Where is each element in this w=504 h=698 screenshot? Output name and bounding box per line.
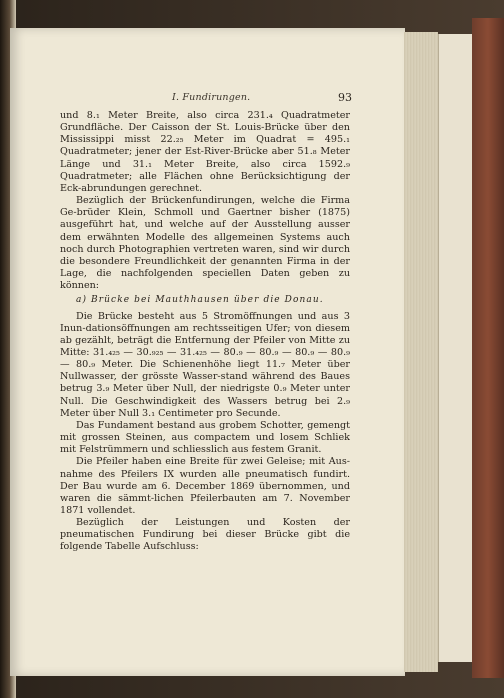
section-subheading: a) Brücke bei Mauthhausen über die Donau. bbox=[76, 295, 324, 306]
paragraph-piers: Die Pfeiler haben eine Breite für zwei Geleise; mit Aus-nahme des Pfeilers IX wurden alle pneumatisch fundirt. Der Bau wurde am 6. December 1869 übernommen, und waren die sämmt-lichen Pfeilerbauten am 7. November 1871 vollendet. bbox=[60, 456, 350, 516]
paragraph-bridge-foundations: Bezüglich der Brückenfundirungen, welche die Firma Ge-brüder Klein, Schmoll und Gaertner bisher (1875) ausgeführt hat, und welche auf der Ausstellung ausser dem erwähnten Modelle des allgemeinen Systems auch noch durch Photographien vertreten waren, sind wir durch die besondere Freundlichkeit der genannten Firma in der Lage, die nachfolgenden speciellen Daten geben zu können: bbox=[60, 195, 350, 292]
running-head: I. Fundirungen. bbox=[172, 92, 251, 103]
book-cover-edge bbox=[472, 18, 504, 678]
paragraph-caisson-dimensions: und 8.₁ Meter Breite, also circa 231.₄ Quadratmeter Grundfläche. Der Caisson der St. Louis-Brücke über den Mississippi misst 22.₂₅ Meter im Quadrat = 495.₁ Quadratmeter; jener der Est-River-Brücke aber 51.₈ Meter Länge und 31.₁ Meter Breite, also circa 1592.₉ Quadratmeter; alle Flächen ohne Berücksichtigung der Eck-abrundungen gerechnet. bbox=[60, 110, 350, 194]
page-number: 93 bbox=[338, 91, 352, 104]
page-header bbox=[60, 92, 350, 106]
paragraph-table-intro: Bezüglich der Leistungen und Kosten der pneumatischen Fundirung bei dieser Brücke gibt die folgende Tabelle Aufschluss: bbox=[60, 517, 350, 553]
back-endpaper bbox=[438, 34, 473, 662]
page-stack-edge bbox=[404, 32, 438, 672]
paragraph-foundation-ground: Das Fundament bestand aus grobem Schotter, gemengt mit grossen Steinen, aus compactem und losem Schliek mit Felstrümmern und schliesslich aus festem Granit. bbox=[60, 419, 350, 456]
page-body bbox=[60, 110, 350, 554]
paragraph-bridge-description: Die Brücke besteht aus 5 Stromöffnungen und aus 3 Inun-dationsöffnungen am rechtsseitigen Ufer; von diesem ab gezählt, beträgt die Entfernung der Pfeiler von Mitte zu Mitte: 31.₄₂₅ — 30.₉₂₅ — 31.₄₂₅ — 80.₉ — 80.₉ — 80.₉ — 80.₉ — 80.₉ Meter. Die Schienenhöhe liegt 11.₇ Meter über Nullwasser, der grösste Wasser-stand während des Baues betrug 3.₉ Meter über Null, der niedrigste 0.₉ Meter unter Null. Die Geschwindigkeit des Wassers betrug bei 2.₉ Meter über Null 3.₁ Centimeter pro Secunde. bbox=[60, 310, 350, 419]
